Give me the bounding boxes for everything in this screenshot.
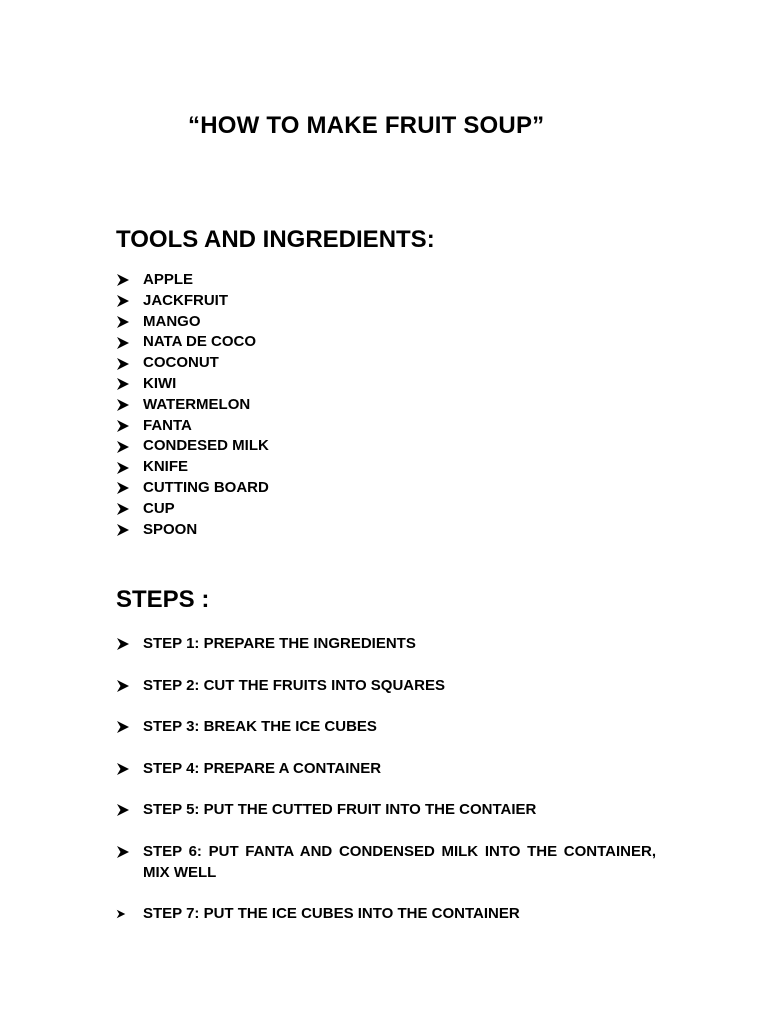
ingredient-label: CUP (143, 499, 175, 517)
ingredient-label: SPOON (143, 520, 198, 538)
list-item (116, 633, 656, 654)
ingredient-label: JACKFRUIT (143, 291, 228, 309)
ingredient-label: COCONUT (143, 354, 219, 372)
list-item (116, 291, 269, 312)
arrowhead-bullet-icon (116, 273, 143, 287)
step-text: STEP 1: PREPARE THE INGREDIENTS (143, 635, 416, 652)
list-item (116, 758, 656, 779)
ingredient-label: APPLE (143, 271, 194, 288)
list-item (116, 457, 269, 478)
arrowhead-bullet-icon (116, 461, 143, 475)
arrowhead-bullet-icon (116, 377, 143, 391)
ingredient-label: MANGO (143, 312, 201, 330)
list-item (116, 520, 269, 541)
ingredient-list (116, 270, 269, 540)
list-item (116, 332, 269, 353)
list-item (116, 675, 656, 696)
step-text: STEP 7: PUT THE ICE CUBES INTO THE CONTAINER (143, 905, 520, 922)
step-text: STEP 2: CUT THE FRUITS INTO SQUARES (143, 676, 445, 694)
ingredient-label: CONDESED MILK (143, 437, 269, 455)
list-item (116, 716, 656, 737)
arrowhead-bullet-icon (116, 502, 143, 516)
arrowhead-bullet-icon (116, 357, 143, 371)
arrowhead-bullet-icon (116, 398, 143, 412)
list-item (116, 499, 269, 520)
tools-ingredients-heading: TOOLS AND INGREDIENTS: (116, 226, 435, 253)
list-item (116, 436, 269, 457)
ingredient-label: CUTTING BOARD (143, 478, 269, 496)
arrowhead-bullet-icon (116, 845, 143, 859)
arrowhead-bullet-icon (116, 720, 143, 734)
list-item (116, 841, 656, 883)
document-title: “HOW TO MAKE FRUIT SOUP” (188, 112, 545, 139)
arrowhead-bullet-icon (116, 523, 143, 537)
arrowhead-bullet-icon (116, 679, 143, 693)
arrowhead-bullet-icon (116, 907, 143, 919)
arrowhead-bullet-icon (116, 803, 143, 817)
ingredient-label: FANTA (143, 416, 192, 434)
arrowhead-bullet-icon (116, 440, 143, 454)
list-item (116, 312, 269, 333)
ingredient-label: WATERMELON (143, 395, 251, 413)
list-item (116, 374, 269, 395)
arrowhead-bullet-icon (116, 294, 143, 308)
arrowhead-bullet-icon (116, 762, 143, 776)
list-item (116, 903, 656, 924)
list-item (116, 395, 269, 416)
list-item (116, 478, 269, 499)
list-item (116, 270, 269, 291)
step-text: STEP 3: BREAK THE ICE CUBES (143, 718, 377, 735)
step-text: STEP 4: PREPARE A CONTAINER (143, 759, 382, 777)
arrowhead-bullet-icon (116, 336, 143, 350)
ingredient-label: KIWI (143, 374, 177, 392)
arrowhead-bullet-icon (116, 637, 143, 651)
arrowhead-bullet-icon (116, 481, 143, 495)
steps-list (116, 633, 656, 945)
ingredient-label: NATA DE COCO (143, 333, 257, 351)
list-item (116, 799, 656, 820)
ingredient-label: KNIFE (143, 458, 188, 476)
step-text: STEP 5: PUT THE CUTTED FRUIT INTO THE CONTAIER (143, 801, 537, 818)
arrowhead-bullet-icon (116, 419, 143, 433)
list-item (116, 353, 269, 374)
arrowhead-bullet-icon (116, 315, 143, 329)
steps-heading: STEPS : (116, 586, 210, 613)
list-item (116, 416, 269, 437)
step-text: STEP 6: PUT FANTA AND CONDENSED MILK INTO THE CONTAINER, MIX WELL (143, 842, 656, 881)
